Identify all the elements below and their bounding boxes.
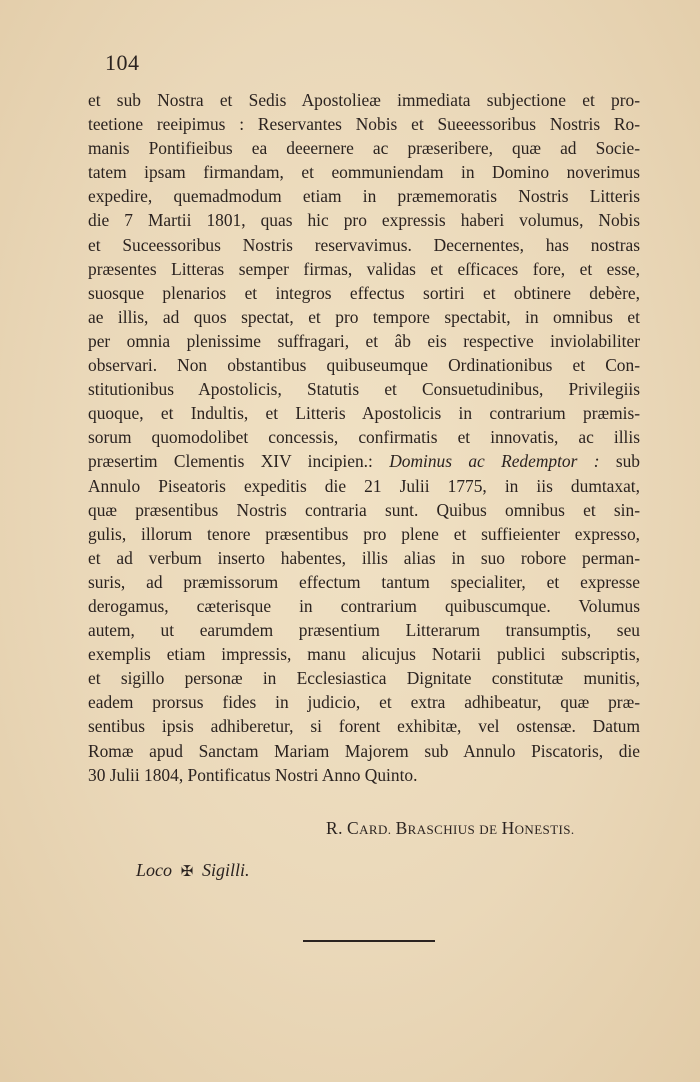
text-line: et sigillo personæ in Ecclesiastica Dignitate constitutæ munitis, xyxy=(88,668,640,689)
italic-title: Dominus ac Redemptor : xyxy=(389,451,600,472)
page-number: 104 xyxy=(105,50,140,75)
text-line: 30 Julii 1804, Pontificatus Nostri Anno Quinto. xyxy=(88,764,418,785)
text-line: Romæ apud Sanctam Mariam Majorem sub Annulo Piscatoris, die xyxy=(88,740,640,761)
text-line: et ad verbum inserto habentes, illis alias in suo robore perman- xyxy=(88,547,640,568)
text-line-with-italic xyxy=(88,449,640,473)
text-run: præsertim Clementis XIV incipien.: xyxy=(88,451,390,472)
body-text xyxy=(88,88,640,787)
text-line: et Suceessoribus Nostris reservavimus. Decernentes, has nostras xyxy=(88,234,640,255)
text-line: gulis, illorum tenore præsentibus pro plene et suffieienter expresso, xyxy=(88,523,640,544)
seal-loco-text: Loco xyxy=(136,860,172,880)
text-line: eadem prorsus fides in judicio, et extra adhibeatur, quæ præ- xyxy=(88,692,640,713)
text-line: teetione reeipimus : Reservantes Nobis et Sueeessoribus Nostris Ro- xyxy=(88,114,640,135)
seal-placeholder xyxy=(136,860,250,881)
text-line: quæ præsentibus Nostris contraria sunt. Quibus omnibus et sin- xyxy=(88,499,640,520)
text-line: sentibus ipsis adhiberetur, si forent exhibitæ, vel ostensæ. Datum xyxy=(88,716,640,737)
signature: R. CARD. BRASCHIUS DE HONESTIS. xyxy=(326,818,575,838)
text-line: suosque plenarios et integros effectus sortiri et obtinere debère, xyxy=(88,282,640,303)
seal-sigilli-text: Sigilli. xyxy=(202,860,250,880)
text-line: quoque, et Indultis, et Litteris Apostolicis in contrarium præmis- xyxy=(88,403,640,424)
text-line: expedire, quemadmodum etiam in præmemoratis Nostris Litteris xyxy=(88,186,640,207)
text-line: per omnia plenissime suffragari, et âb eis respective inviolabiliter xyxy=(88,330,640,351)
text-run: sub xyxy=(599,451,640,472)
text-line: tatem ipsam firmandam, et eommuniendam in Domino noverimus xyxy=(88,162,640,183)
text-line: manis Pontifieibus ea deeernere ac præseribere, quæ ad Socie- xyxy=(88,138,640,159)
text-line: sorum quomodolibet concessis, confirmatis et innovatis, ac illis xyxy=(88,427,640,448)
text-line: autem, ut earumdem præsentium Litterarum transumptis, seu xyxy=(88,620,640,641)
text-line: die 7 Martii 1801, quas hic pro expressis haberi volumus, Nobis xyxy=(88,210,640,231)
divider-rule xyxy=(303,940,435,942)
text-line: suris, ad præmissorum effectum tantum specialiter, et expresse xyxy=(88,571,640,592)
text-line: ae illis, ad quos spectat, et pro tempore spectabit, in omnibus et xyxy=(88,306,640,327)
text-line: exemplis etiam impressis, manu alicujus Notarii publici subscriptis, xyxy=(88,644,640,665)
text-line: derogamus, cæterisque in contrarium quibuscumque. Volumus xyxy=(88,595,640,616)
text-line: observari. Non obstantibus quibuseumque Ordinationibus et Con- xyxy=(88,355,640,376)
text-line: Annulo Piseatoris expeditis die 21 Julii 1775, in iis dumtaxat, xyxy=(88,475,640,496)
text-line: et sub Nostra et Sedis Apostolieæ immediata subjectione et pro- xyxy=(88,90,640,110)
text-line: stitutionibus Apostolicis, Statutis et Consuetudinibus, Privilegiis xyxy=(88,379,640,400)
text-line: præsentes Litteras semper firmas, validas et eſficaces fore, et esse, xyxy=(88,258,640,279)
cross-icon: ✠ xyxy=(180,864,194,880)
